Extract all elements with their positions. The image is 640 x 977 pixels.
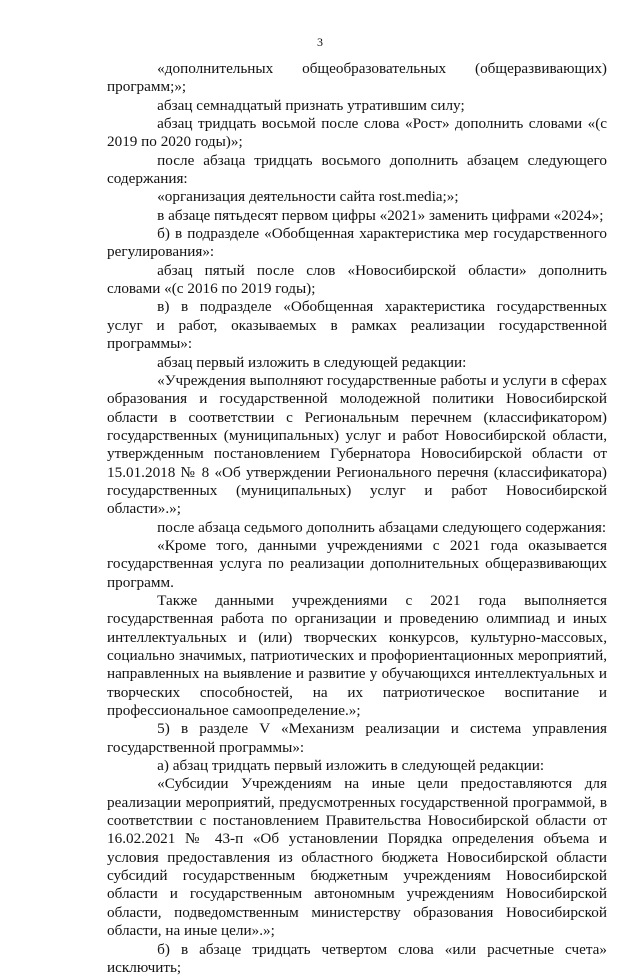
paragraph: абзац пятый после слов «Новосибирской области» дополнить словами «(с 2016 по 2019 годы); bbox=[107, 262, 607, 299]
paragraph: 5) в разделе V «Механизм реализации и система управления государственной программы»: bbox=[107, 720, 607, 757]
paragraph: абзац первый изложить в следующей редакции: bbox=[107, 354, 607, 372]
paragraph: б) в подразделе «Обобщенная характеристика мер государственного регулирования»: bbox=[107, 225, 607, 262]
paragraph: в абзаце пятьдесят первом цифры «2021» заменить цифрами «2024»; bbox=[107, 207, 607, 225]
paragraph: «Субсидии Учреждениям на иные цели предоставляются для реализации мероприятий, предусмотренных государственной программой, в соответствии с постановлением Правительства Новосибирской области от 16.02.2021 № 43-п «Об установлении Порядка определения объема и условия предоставления из областного бюджета Новосибирской области субсидий государственным бюджетным учреждениям Новосибирской области и государственным автономным учреждениям Новосибирской области, подведомственным министерству образования Новосибирской области, на иные цели».»; bbox=[107, 775, 607, 940]
paragraph: «организация деятельности сайта rost.media;»; bbox=[107, 188, 607, 206]
paragraph: «Учреждения выполняют государственные работы и услуги в сферах образования и государственной молодежной политики Новосибирской области в соответствии с Региональным перечнем (классификатором) государственных (муниципальных) услуг и работ Новосибирской области, утвержденным постановлением Губернатора Новосибирской области от 15.01.2018 № 8 «Об утверждении Регионального перечня (классификатора) государственных (муниципальных) услуг и работ Новосибирской области».»; bbox=[107, 372, 607, 519]
page-number: 3 bbox=[0, 35, 640, 49]
paragraph: после абзаца седьмого дополнить абзацами следующего содержания: bbox=[107, 519, 607, 537]
paragraph: абзац тридцать восьмой после слова «Рост» дополнить словами «(с 2019 по 2020 годы)»; bbox=[107, 115, 607, 152]
paragraph: после абзаца тридцать восьмого дополнить абзацем следующего содержания: bbox=[107, 152, 607, 189]
paragraph: а) абзац тридцать первый изложить в следующей редакции: bbox=[107, 757, 607, 775]
paragraph: «Кроме того, данными учреждениями с 2021 года оказывается государственная услуга по реализации дополнительных общеразвивающих программ. bbox=[107, 537, 607, 592]
paragraph: б) в абзаце тридцать четвертом слова «или расчетные счета» исключить; bbox=[107, 941, 607, 977]
paragraph: «дополнительных общеобразовательных (общеразвивающих) программ;»; bbox=[107, 60, 607, 97]
paragraph: абзац семнадцатый признать утратившим силу; bbox=[107, 97, 607, 115]
document-body bbox=[107, 60, 607, 977]
paragraph: в) в подразделе «Обобщенная характеристика государственных услуг и работ, оказываемых в рамках реализации государственной программы»: bbox=[107, 298, 607, 353]
paragraph: Также данными учреждениями с 2021 года выполняется государственная работа по организации и проведению олимпиад и иных интеллектуальных и (или) творческих конкурсов, культурно-массовых, социально значимых, патриотических и профориентационных мероприятий, направленных на выявление и развитие у обучающихся интеллектуальных и творческих способностей, на их патриотическое воспитание и профессиональное самоопределение.»; bbox=[107, 592, 607, 720]
